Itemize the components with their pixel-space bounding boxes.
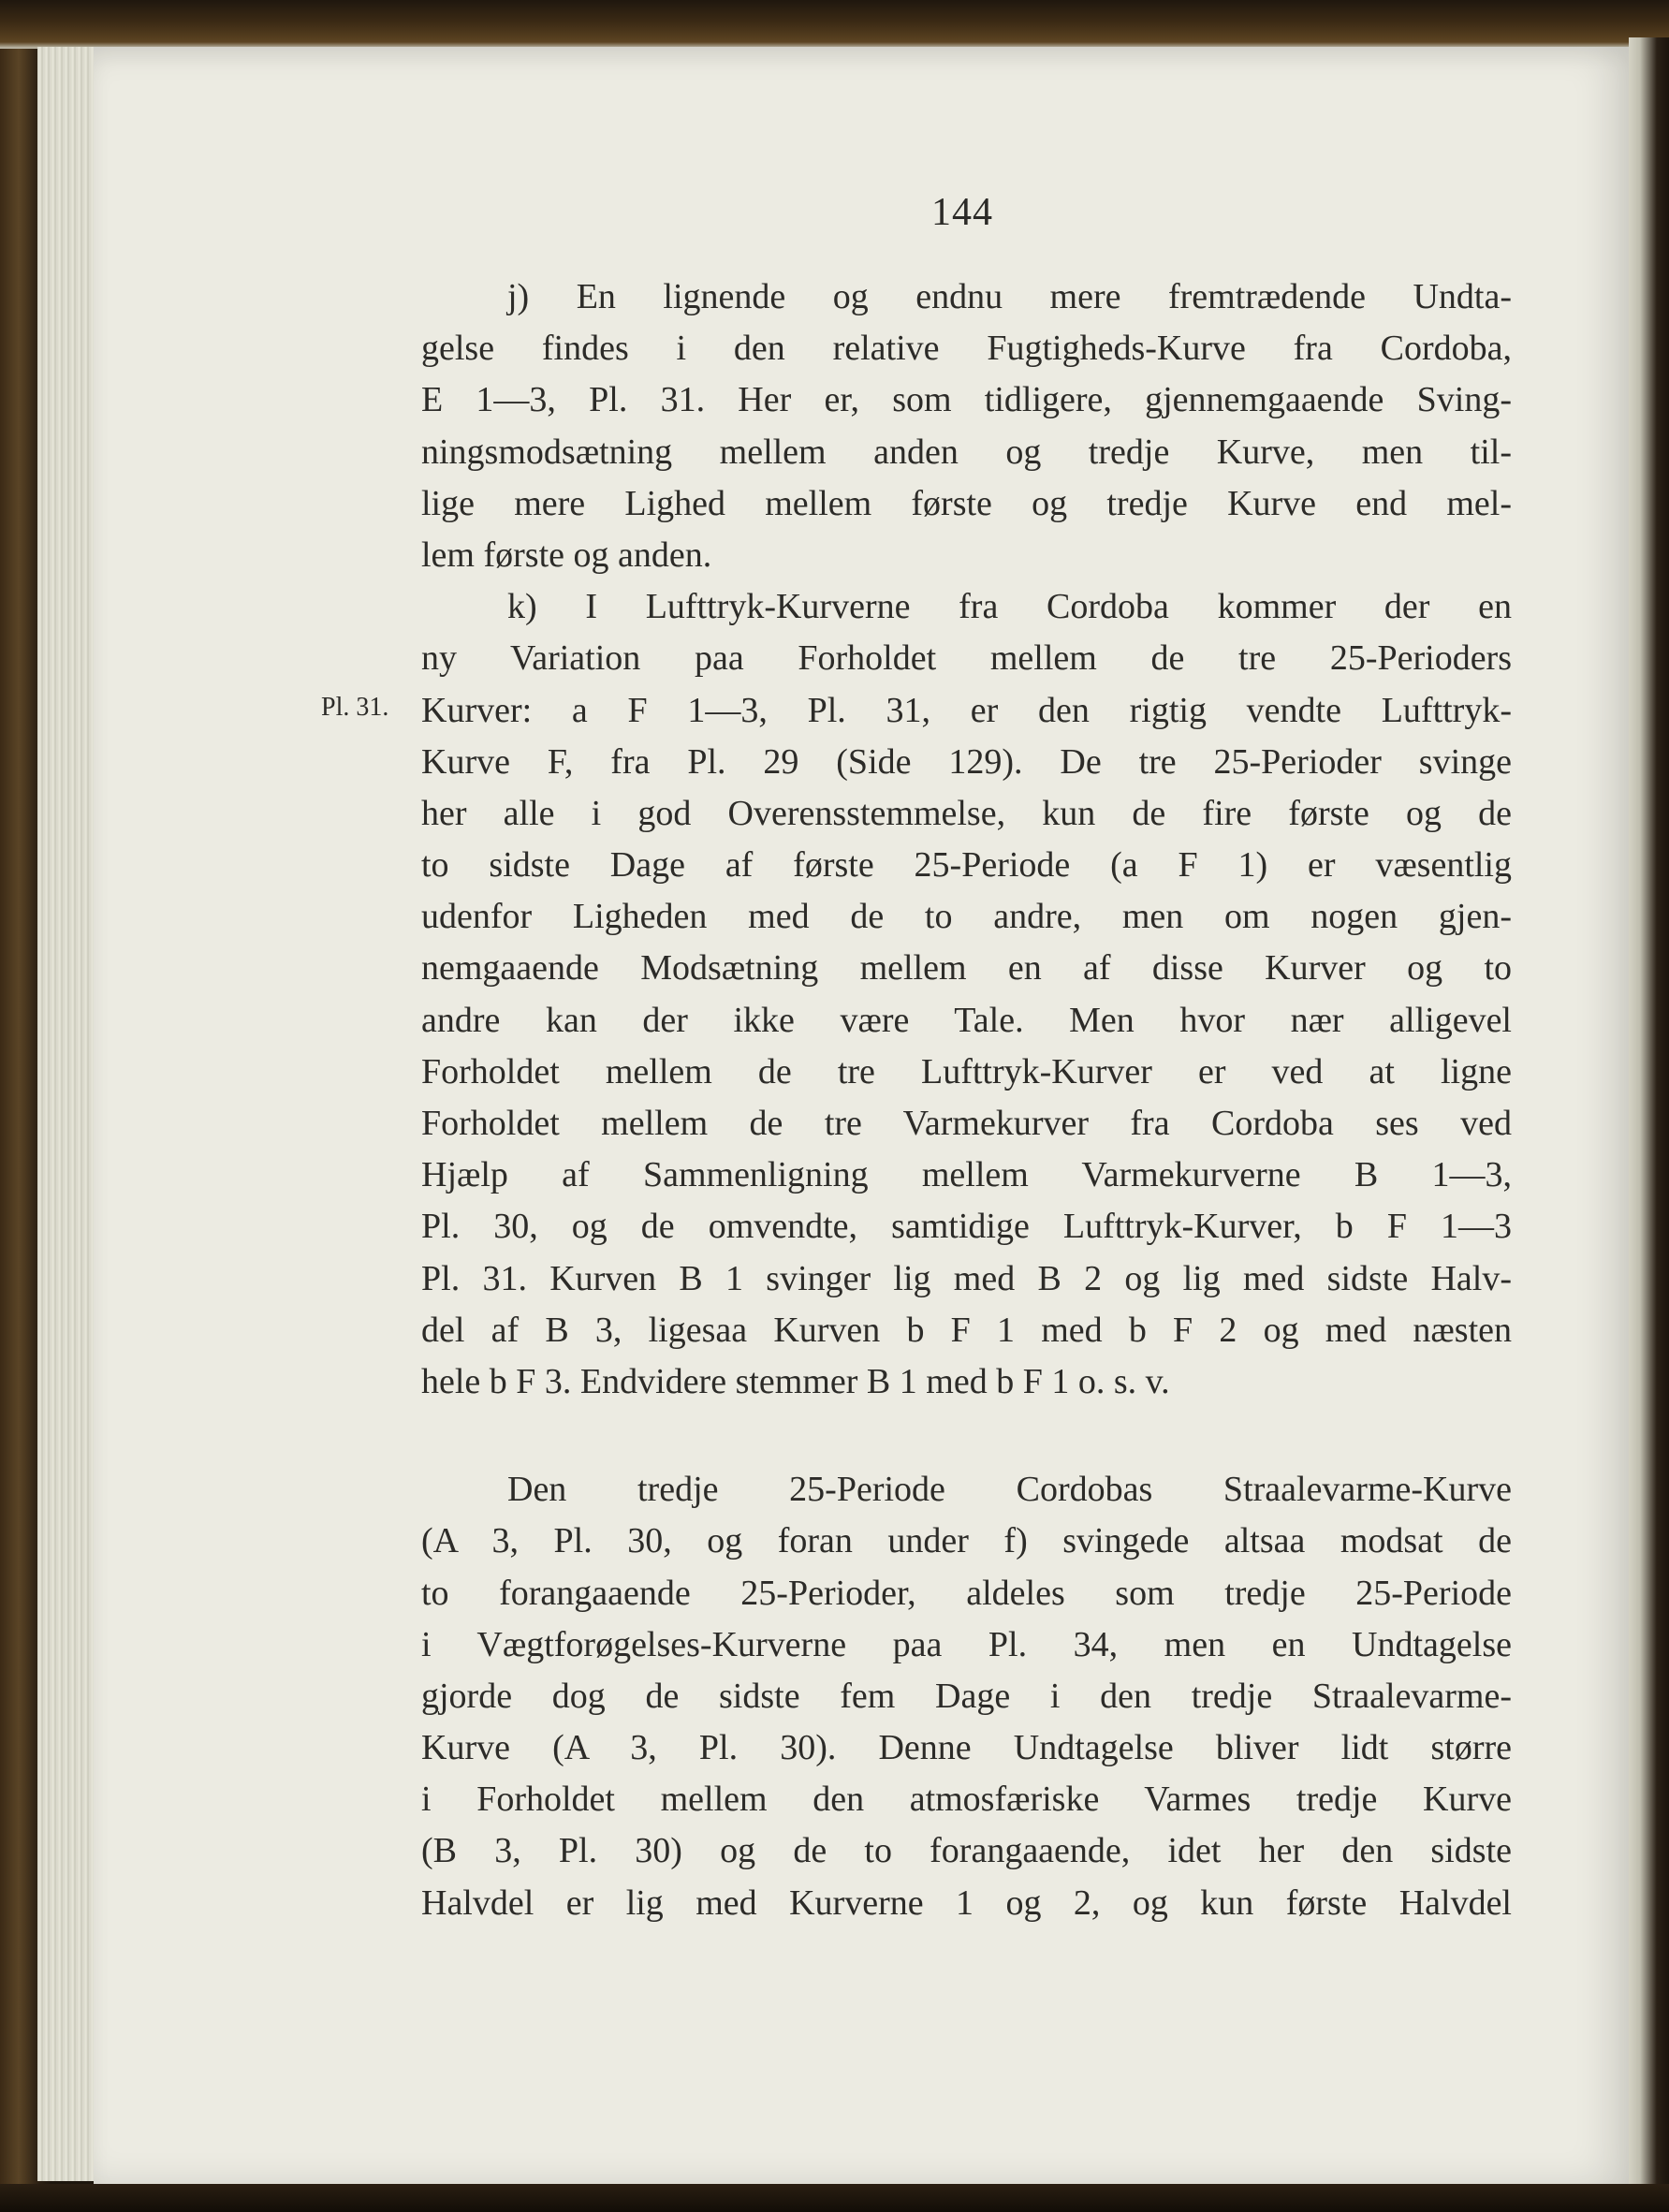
- text-line: to sidste Dage af første 25-Periode (a F 1) er væsentlig: [421, 845, 1512, 886]
- book-top-edge: [0, 0, 1669, 49]
- text-line: Forholdet mellem de tre Lufttryk-Kurver er ved at ligne: [421, 1051, 1512, 1091]
- text-line: Forholdet mellem de tre Varmekurver fra Cordoba ses ved: [421, 1104, 1512, 1143]
- text-line: to forangaaende 25-Perioder, aldeles som tredje 25-Periode: [421, 1573, 1512, 1613]
- text-line: E 1—3, Pl. 31. Her er, som tidligere, gjennemgaaende Sving-: [421, 380, 1512, 420]
- text-line: Den tredje 25-Periode Cordobas Straalevarme-Kurve: [507, 1470, 1512, 1510]
- body-text: [421, 271, 1512, 1929]
- text-line: her alle i god Overensstemmelse, kun de fire første og de: [421, 793, 1512, 833]
- text-line: gelse findes i den relative Fugtigheds-Kurve fra Cordoba,: [421, 329, 1512, 369]
- text-line: i Forholdet mellem den atmosfæriske Varmes tredje Kurve: [421, 1780, 1512, 1820]
- text-line: Halvdel er lig med Kurverne 1 og 2, og kun første Halvdel: [421, 1882, 1512, 1923]
- text-line: lem første og anden.: [421, 535, 712, 575]
- book-spine-right: [1629, 37, 1669, 2212]
- text-line: Kurver: a F 1—3, Pl. 31, er den rigtig vendte Lufttryk-: [421, 690, 1512, 730]
- text-line: udenfor Ligheden med de to andre, men om nogen gjen-: [421, 897, 1512, 937]
- text-line: j) En lignende og endnu mere fremtrædende Undta-: [507, 277, 1512, 316]
- text-line: nemgaaende Modsætning mellem en af disse Kurver og to: [421, 948, 1512, 989]
- text-line: i Vægtforøgelses-Kurverne paa Pl. 34, men en Undtagelse: [421, 1624, 1512, 1664]
- margin-note: Pl. 31.: [321, 693, 389, 722]
- text-line: (B 3, Pl. 30) og de to forangaaende, idet her den sidste: [421, 1831, 1512, 1871]
- text-line: Hjælp af Sammenligning mellem Varmekurverne B 1—3,: [421, 1155, 1512, 1195]
- text-line: ningsmodsætning mellem anden og tredje Kurve, men til-: [421, 432, 1512, 472]
- text-line: del af B 3, ligesaa Kurven b F 1 med b F 2 og med næsten: [421, 1310, 1512, 1350]
- text-line: Kurve (A 3, Pl. 30). Denne Undtagelse bliver lidt større: [421, 1728, 1512, 1768]
- text-line: (A 3, Pl. 30, og foran under f) svingede altsaa modsat de: [421, 1521, 1512, 1561]
- book-bottom-edge: [0, 2184, 1669, 2212]
- page-number: 144: [931, 191, 993, 234]
- text-line: k) I Lufttryk-Kurverne fra Cordoba kommer der en: [507, 587, 1512, 627]
- text-line: gjorde dog de sidste fem Dage i den tredje Straalevarme-: [421, 1676, 1512, 1716]
- text-line: Pl. 31. Kurven B 1 svinger lig med B 2 og lig med sidste Halv-: [421, 1258, 1512, 1298]
- text-line: andre kan der ikke være Tale. Men hvor nær alligevel: [421, 1000, 1512, 1040]
- text-line: hele b F 3. Endvidere stemmer B 1 med b F 1 o. s. v.: [421, 1361, 1170, 1401]
- text-line: lige mere Lighed mellem første og tredje Kurve end mel-: [421, 483, 1512, 523]
- text-line: ny Variation paa Forholdet mellem de tre 25-Perioders: [421, 638, 1512, 679]
- text-line: Kurve F, fra Pl. 29 (Side 129). De tre 25-Perioder svinge: [421, 741, 1512, 782]
- paragraph-gap: [421, 1408, 1512, 1464]
- page-stack-left: [37, 47, 94, 2181]
- text-line: Pl. 30, og de omvendte, samtidige Lufttryk-Kurver, b F 1—3: [421, 1207, 1512, 1247]
